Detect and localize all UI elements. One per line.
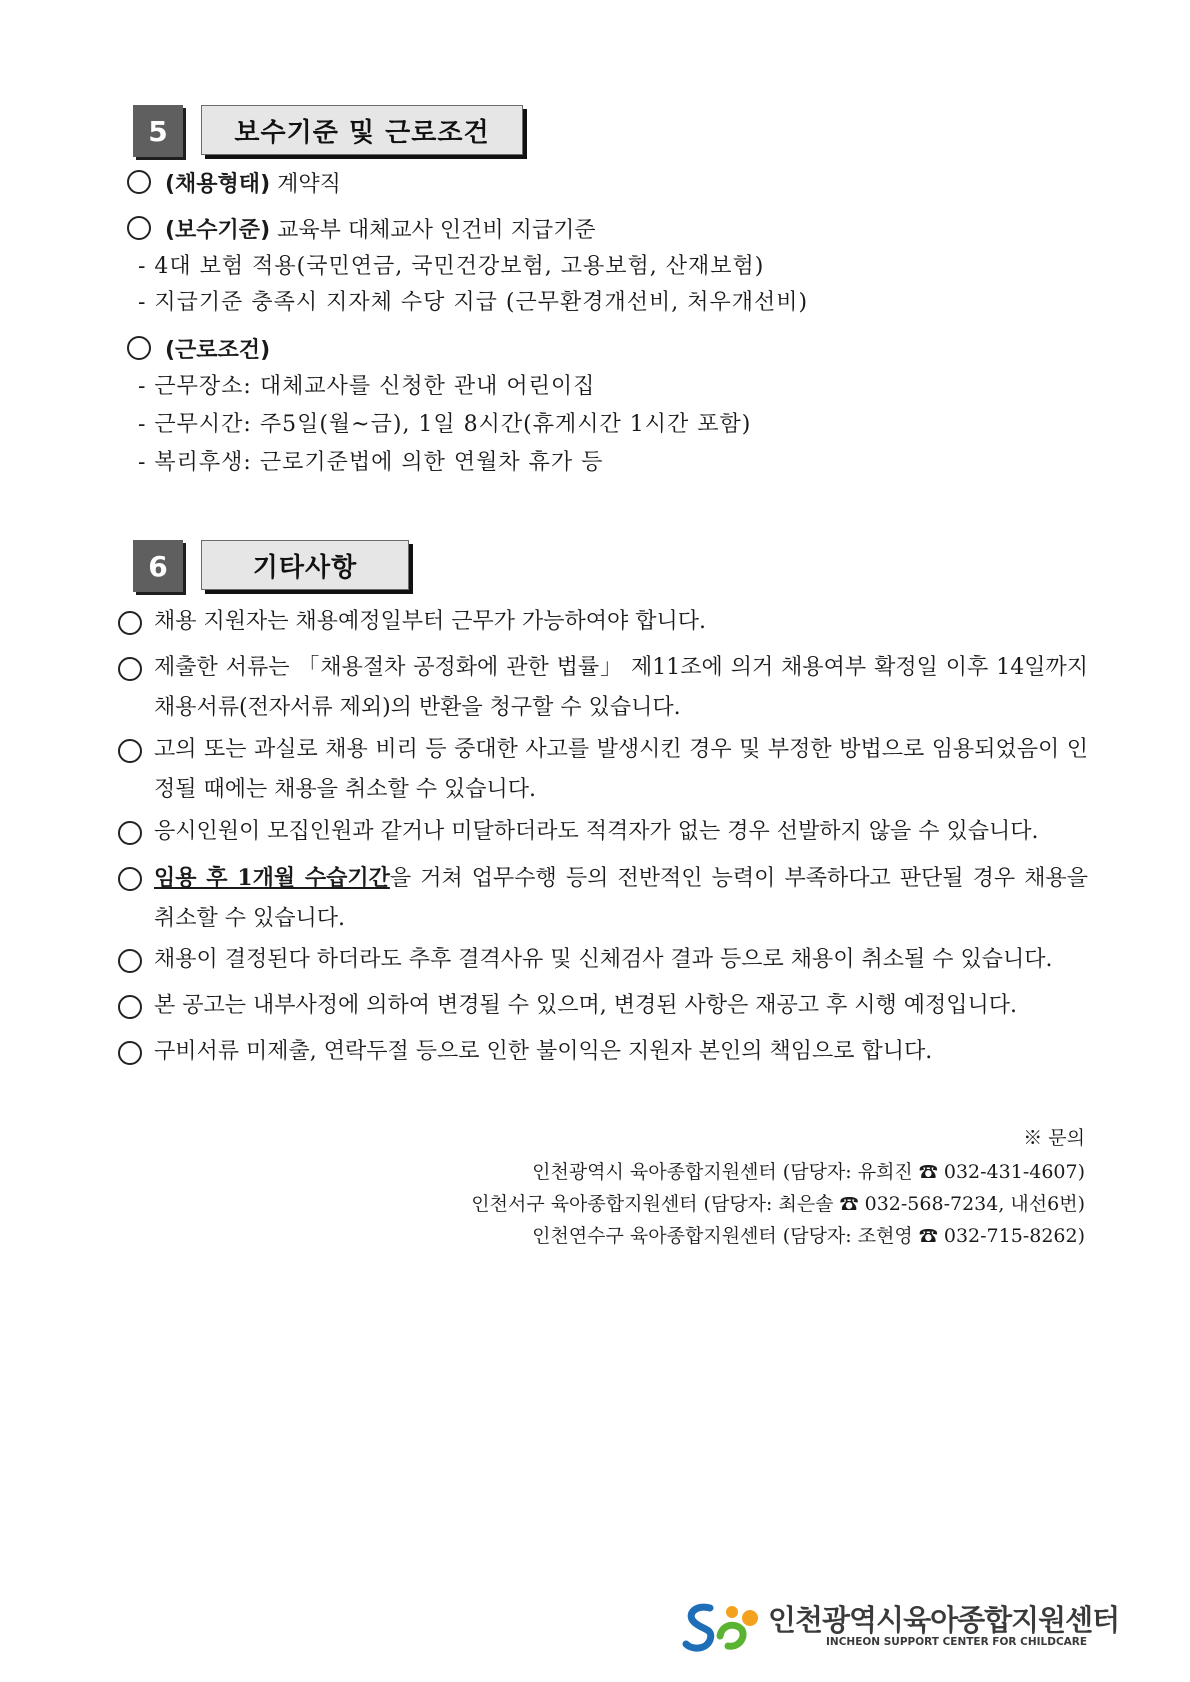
circle-bullet-icon bbox=[118, 867, 142, 891]
notice-item: 구비서류 미제출, 연락두절 등으로 인한 불이익은 지원자 본인의 책임으로 합니다. bbox=[118, 1032, 1088, 1072]
contact-line: 인천광역시 육아종합지원센터 (담당자: 유희진 ☎ 032-431-4607) bbox=[532, 1161, 1085, 1183]
work-sub-item: - 복리후생: 근로기준법에 의한 연월차 휴가 등 bbox=[138, 450, 604, 475]
section-number: 6 bbox=[133, 540, 183, 592]
notice-item: 본 공고는 내부사정에 의하여 변경될 수 있으며, 변경된 사항은 재공고 후 시행 예정입니다. bbox=[118, 986, 1088, 1026]
circle-bullet-icon bbox=[118, 1041, 142, 1065]
section-title: 보수기준 및 근로조건 bbox=[201, 105, 523, 155]
circle-bullet-icon bbox=[118, 995, 142, 1019]
notice-item: 채용이 결정된다 하더라도 추후 결격사유 및 신체검사 결과 등으로 채용이 취소될 수 있습니다. bbox=[118, 940, 1088, 980]
circle-bullet-icon bbox=[118, 821, 142, 845]
circle-bullet-icon bbox=[118, 949, 142, 973]
pay-sub-item: - 지급기준 충족시 지자체 수당 지급 (근무환경개선비, 처우개선비) bbox=[138, 290, 809, 315]
circle-bullet-icon bbox=[118, 739, 142, 763]
contact-line: 인천서구 육아종합지원센터 (담당자: 최은솔 ☎ 032-568-7234, 내선6번) bbox=[471, 1193, 1085, 1215]
notice-item: 응시인원이 모집인원과 같거나 미달하더라도 적격자가 없는 경우 선발하지 않을 수 있습니다. bbox=[118, 812, 1088, 852]
logo-name-en: INCHEON SUPPORT CENTER FOR CHILDCARE bbox=[826, 1636, 1088, 1648]
notice-item: 제출한 서류는 「채용절차 공정화에 관한 법률」 제11조에 의거 채용여부 확정일 이후 14일까지 채용서류(전자서류 제외)의 반환을 청구할 수 있습니다. bbox=[118, 648, 1088, 728]
pay-sub-item: - 4대 보험 적용(국민연금, 국민건강보험, 고용보험, 산재보험) bbox=[138, 254, 765, 279]
pay-standard: (보수기준) 교육부 대체교사 인건비 지급기준 bbox=[127, 216, 596, 246]
circle-bullet-icon bbox=[127, 216, 151, 240]
contact-line: 인천연수구 육아종합지원센터 (담당자: 조현영 ☎ 032-715-8262) bbox=[532, 1225, 1085, 1247]
circle-bullet-icon bbox=[127, 336, 151, 360]
work-conditions: (근로조건) bbox=[127, 336, 270, 366]
employment-type: (채용형태) 계약직 bbox=[127, 170, 341, 200]
logo-name-kr: 인천광역시육아종합지원센터 bbox=[768, 1603, 1120, 1637]
contact-header: ※ 문의 bbox=[1023, 1127, 1085, 1149]
center-logo bbox=[680, 1598, 1120, 1658]
circle-bullet-icon bbox=[118, 657, 142, 681]
section-6-header bbox=[133, 540, 433, 592]
notice-item-probation: 임용 후 1개월 수습기간을 거쳐 업무수행 등의 전반적인 능력이 부족하다고 판단될 경우 채용을 취소할 수 있습니다. bbox=[118, 858, 1088, 939]
probation-emphasis: 임용 후 1개월 수습기간 bbox=[154, 865, 390, 891]
circle-bullet-icon bbox=[127, 170, 151, 194]
notice-item: 채용 지원자는 채용예정일부터 근무가 가능하여야 합니다. bbox=[118, 602, 1088, 642]
logo-mark-icon bbox=[680, 1598, 764, 1658]
circle-bullet-icon bbox=[118, 611, 142, 635]
section-number: 5 bbox=[133, 105, 183, 157]
notice-item: 고의 또는 과실로 채용 비리 등 중대한 사고를 발생시킨 경우 및 부정한 방법으로 임용되었음이 인정될 때에는 채용을 취소할 수 있습니다. bbox=[118, 730, 1088, 810]
section-5-header bbox=[133, 105, 533, 157]
work-sub-item: - 근무시간: 주5일(월~금), 1일 8시간(휴게시간 1시간 포함) bbox=[138, 412, 752, 437]
section-title: 기타사항 bbox=[201, 540, 409, 590]
work-sub-item: - 근무장소: 대체교사를 신청한 관내 어린이집 bbox=[138, 374, 596, 399]
